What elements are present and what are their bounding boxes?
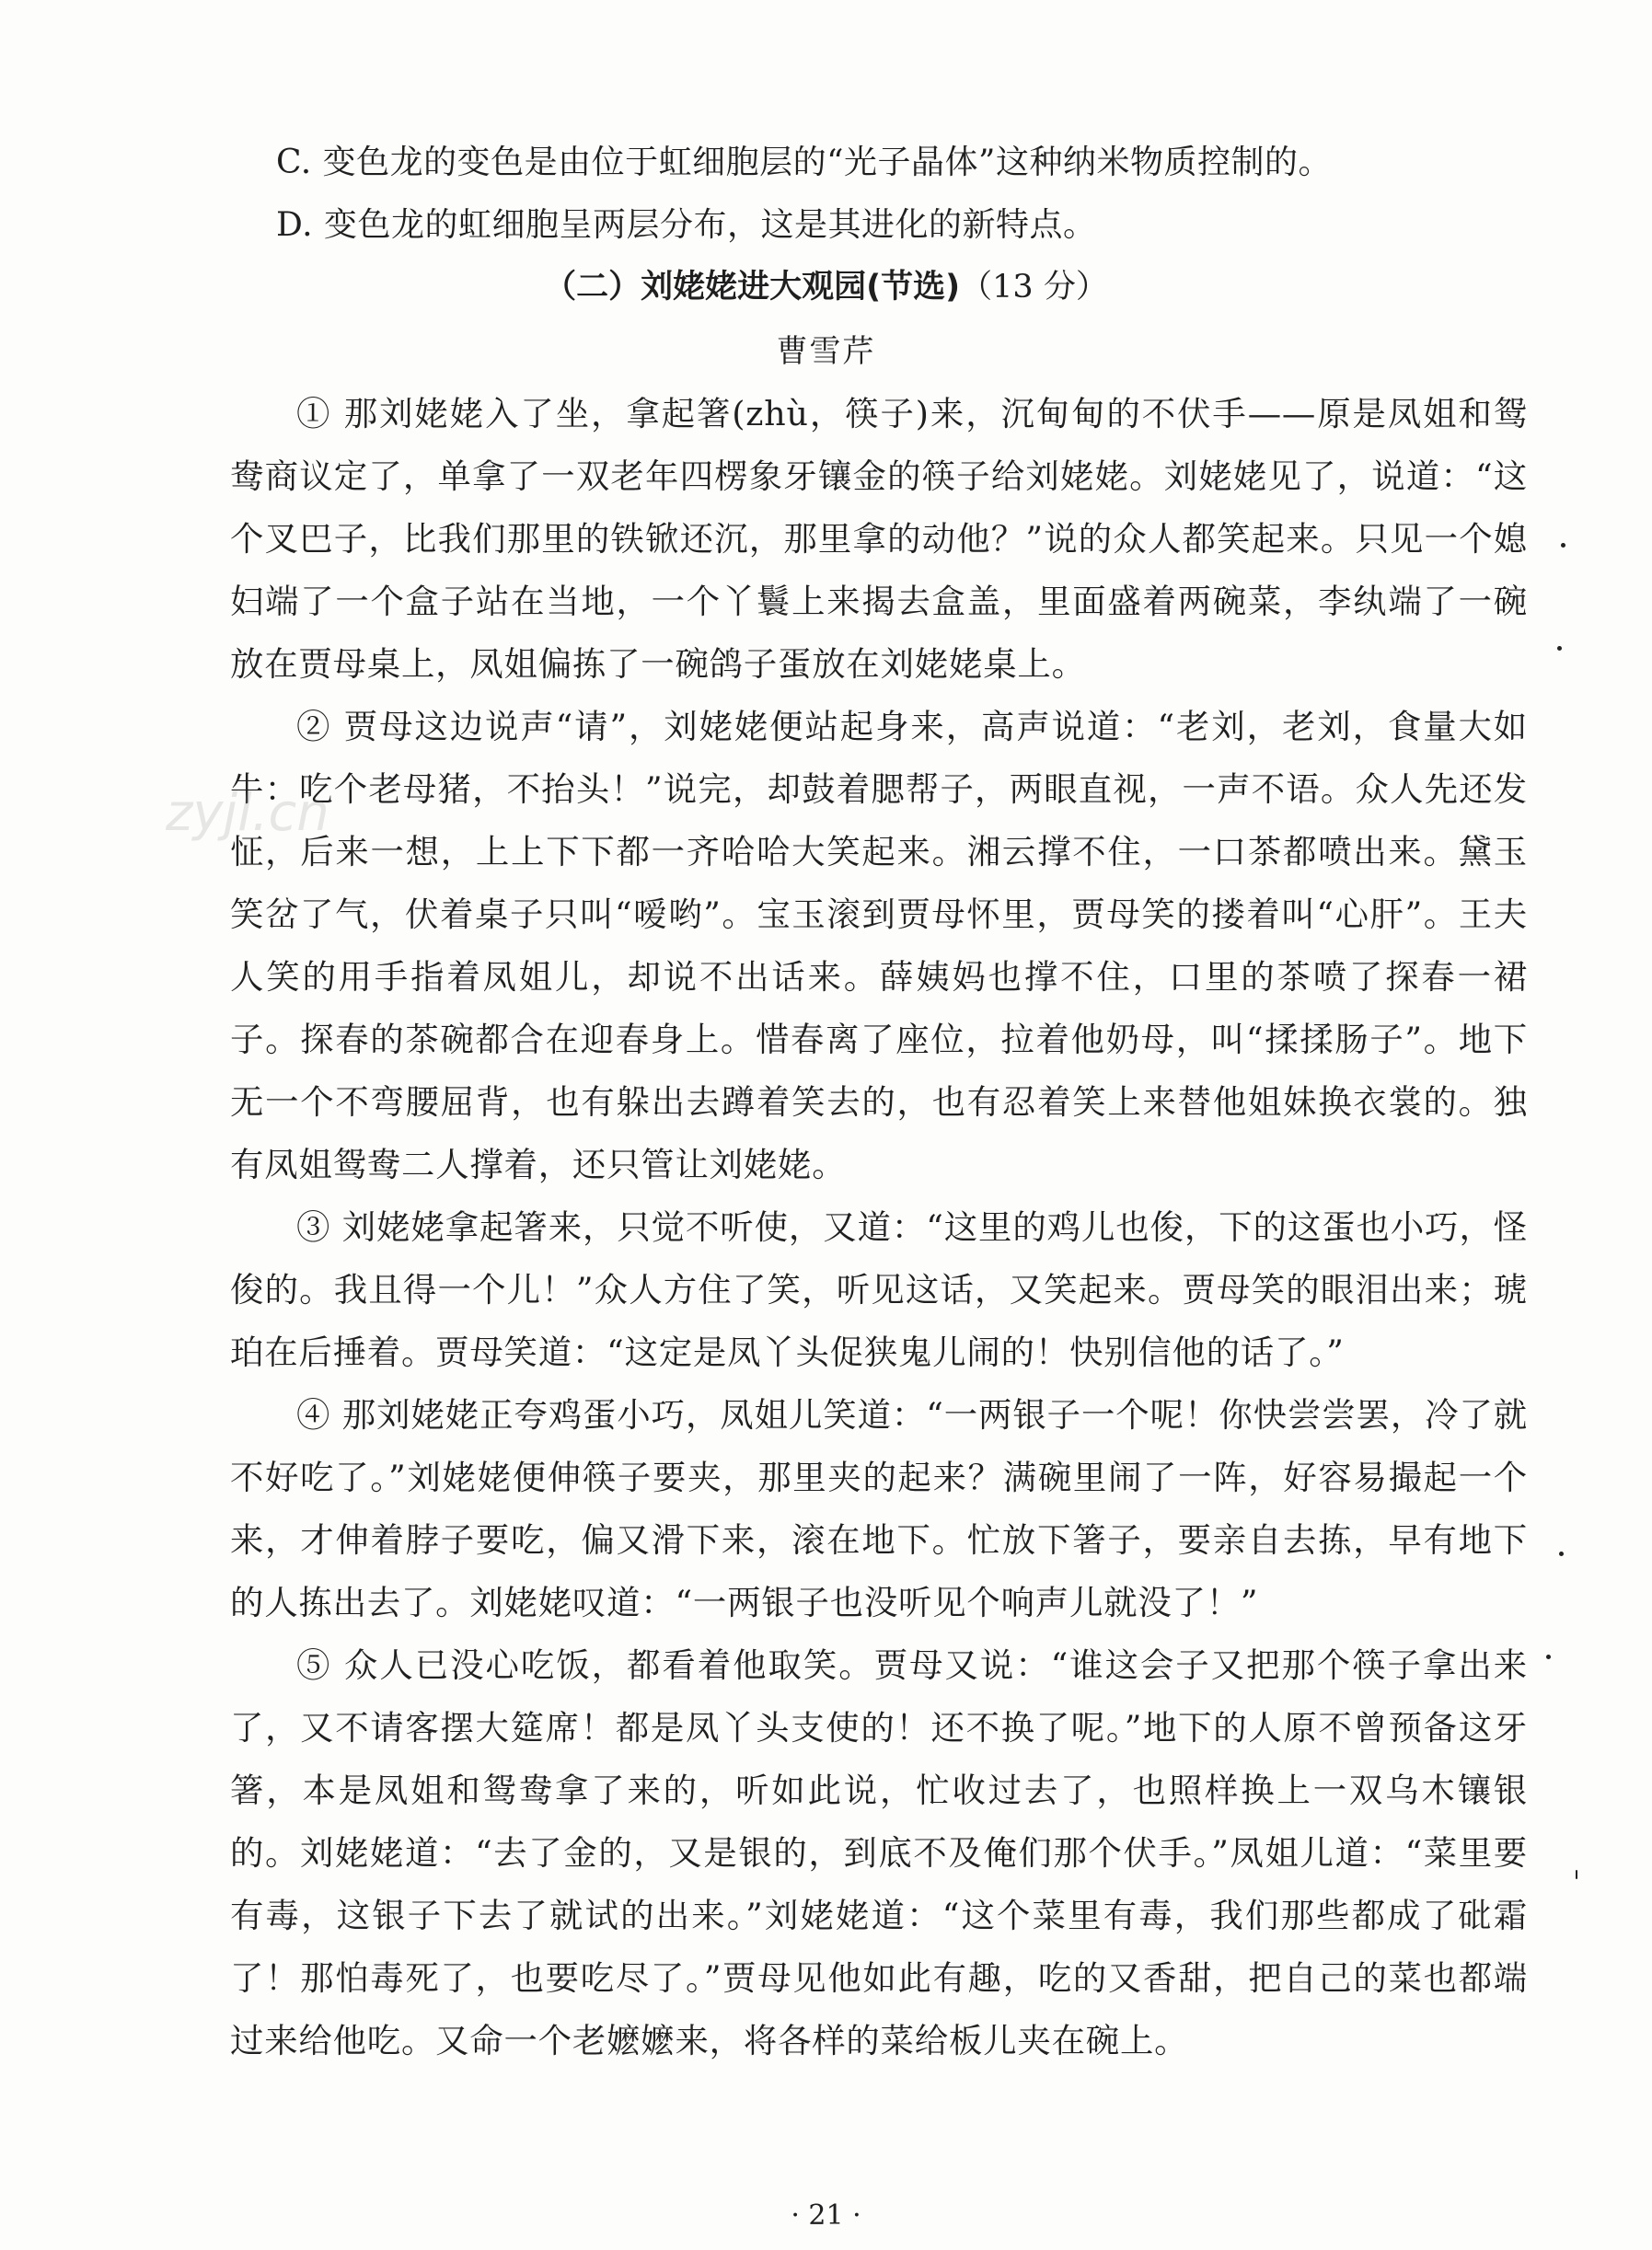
paragraph-1: ① 那刘姥姥入了坐，拿起箸(zhù，筷子)来，沉甸甸的不伏手——原是凤姐和鸳鸯商议定了，单拿了一双老年四楞象牙镶金的筷子给刘姥姥。刘姥姥见了，说道：“这个叉巴子，比我们那里的铁锨还沉，那里拿的动他？”说的众人都笑起来。只见一个媳妇端了一个盒子站在当地，一个丫鬟上来揭去盒盖，里面盛着两碗菜，李纨端了一碗放在贾母桌上，凤姐偏拣了一碗鸽子蛋放在刘姥姥桌上。 [230, 394, 1529, 684]
paragraph-5: ⑤ 众人已没心吃饭，都看着他取笑。贾母又说：“谁这会子又把那个筷子拿出来了，又不请客摆大筵席！都是凤丫头支使的！还不换了呢。”地下的人原不曾预备这牙箸，本是凤姐和鸳鸯拿了来的，听如此说，忙收过去了，也照样换上一双乌木镶银的。刘姥姥道：“去了金的，又是银的，到底不及俺们那个伏手。”凤姐儿道：“菜里要有毒，这银子下去了就试的出来。”刘姥姥道：“这个菜里有毒，我们那些都成了砒霜了！那怕毒死了，也要吃尽了。”贾母见他如此有趣，吃的又香甜，把自己的菜也都端过来给他吃。又命一个老嬷嬷来，将各样的菜给板儿夹在碗上。 [230, 1645, 1528, 2060]
answer-option-c: C. 变色龙的变色是由位于虹细胞层的“光子晶体”这种纳米物质控制的。 [276, 144, 1332, 181]
section-heading [0, 260, 1652, 315]
scan-speck [1546, 1655, 1551, 1659]
page-number: · 21 · [791, 2199, 861, 2232]
author-name: 曹雪芹 [776, 333, 876, 370]
paragraph-4: ④ 那刘姥姥正夸鸡蛋小巧，凤姐儿笑道：“一两银子一个呢！你快尝尝罢，冷了就不好吃了。”刘姥姥便伸筷子要夹，那里夹的起来？满碗里闹了一阵，好容易撮起一个来，才伸着脖子要吃，偏又滑下来，滚在地下。忙放下箸子，要亲自去拣，早有地下的人拣出去了。刘姥姥叹道：“一两银子也没听见个响声儿就没了！” [230, 1395, 1528, 1622]
scan-speck [1557, 646, 1562, 651]
section-points: （13 分） [960, 269, 1108, 306]
paragraph-2: ② 贾母这边说声“请”，刘姥姥便站起身来，高声说道：“老刘，老刘，食量大如牛：吃个老母猪，不抬头！”说完，却鼓着腮帮子，两眼直视，一声不语。众人先还发怔，后来一想，上上下下都一齐哈哈大笑起来。湘云撑不住，一口茶都喷出来。黛玉笑岔了气，伏着桌子只叫“嗳哟”。宝玉滚到贾母怀里，贾母笑的搂着叫“心肝”。王夫人笑的用手指着凤姐儿，却说不出话来。薛姨妈也撑不住，口里的茶喷了探春一裙子。探春的茶碗都合在迎春身上。惜春离了座位，拉着他奶母，叫“揉揉肠子”。地下无一个不弯腰屈背，也有躲出去蹲着笑去的，也有忍着笑上来替他姐妹换衣裳的。独有凤姐鸳鸯二人撑着，还只管让刘姥姥。 [230, 707, 1528, 1184]
answer-option-d: D. 变色龙的虹细胞呈两层分布，这是其进化的新特点。 [276, 206, 1097, 244]
scan-speck [1576, 1870, 1577, 1879]
scan-speck [1561, 543, 1565, 548]
scan-speck [1559, 1552, 1564, 1556]
paragraph-3: ③ 刘姥姥拿起箸来，只觉不听使，又道：“这里的鸡儿也俊，下的这蛋也小巧，怪俊的。我且得一个儿！”众人方住了笑，听见这话，又笑起来。贾母笑的眼泪出来；琥珀在后捶着。贾母笑道：“这定是凤丫头促狭鬼儿闹的！快别信他的话了。” [230, 1207, 1528, 1372]
watermark: zyjl.cn [166, 783, 329, 843]
section-title: （二）刘姥姥进大观园(节选) [544, 269, 961, 306]
